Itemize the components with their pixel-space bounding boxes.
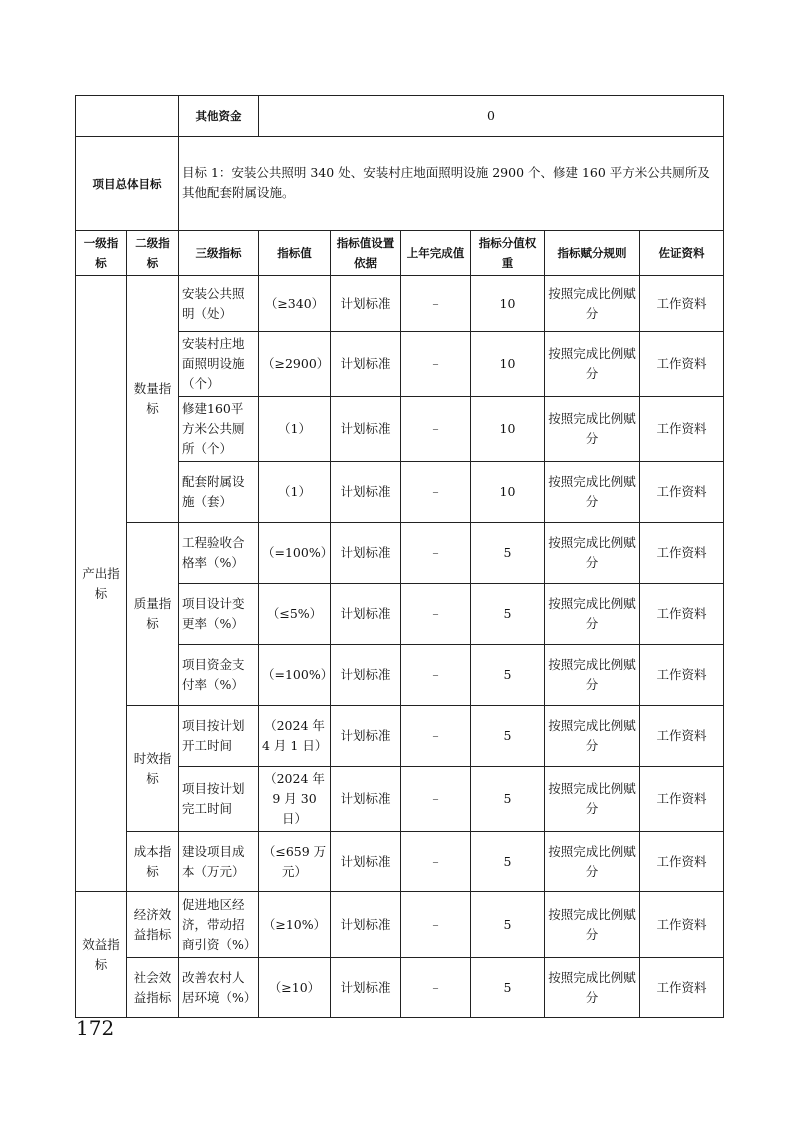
indicator-basis: 计划标准 — [331, 523, 401, 584]
indicator-basis: 计划标准 — [331, 397, 401, 462]
indicator-name: 项目设计变更率（%） — [179, 584, 259, 645]
level2-indicator: 质量指标 — [127, 523, 179, 706]
indicator-weight: 10 — [471, 332, 545, 397]
scoring-rule: 按照完成比例赋分 — [545, 767, 640, 832]
indicator-basis: 计划标准 — [331, 767, 401, 832]
indicator-weight: 5 — [471, 645, 545, 706]
indicator-value: （2024 年 9 月 30 日） — [259, 767, 331, 832]
last-year-value: – — [401, 584, 471, 645]
evidence: 工作资料 — [640, 462, 724, 523]
empty-cell — [76, 96, 179, 137]
indicator-value: （=100%） — [259, 523, 331, 584]
last-year-value: – — [401, 767, 471, 832]
indicator-name: 促进地区经济，带动招商引资（%） — [179, 892, 259, 958]
indicator-value: （1） — [259, 397, 331, 462]
last-year-value: – — [401, 892, 471, 958]
header-cell: 指标值 — [259, 231, 331, 276]
last-year-value: – — [401, 832, 471, 892]
indicator-basis: 计划标准 — [331, 332, 401, 397]
level2-indicator: 经济效益指标 — [127, 892, 179, 958]
table-row — [76, 892, 724, 958]
scoring-rule: 按照完成比例赋分 — [545, 276, 640, 332]
indicator-basis: 计划标准 — [331, 462, 401, 523]
table-row — [76, 523, 724, 584]
scoring-rule: 按照完成比例赋分 — [545, 584, 640, 645]
indicator-basis: 计划标准 — [331, 958, 401, 1018]
level1-indicator: 效益指标 — [76, 892, 127, 1018]
indicator-name: 安装公共照明（处） — [179, 276, 259, 332]
level2-indicator: 社会效益指标 — [127, 958, 179, 1018]
table-row — [76, 706, 724, 767]
indicator-name: 修建160平方米公共厕所（个） — [179, 397, 259, 462]
last-year-value: – — [401, 958, 471, 1018]
scoring-rule: 按照完成比例赋分 — [545, 523, 640, 584]
evidence: 工作资料 — [640, 397, 724, 462]
scoring-rule: 按照完成比例赋分 — [545, 397, 640, 462]
evidence: 工作资料 — [640, 958, 724, 1018]
header-cell: 二级指标 — [127, 231, 179, 276]
indicator-name: 项目资金支付率（%） — [179, 645, 259, 706]
scoring-rule: 按照完成比例赋分 — [545, 332, 640, 397]
indicator-weight: 5 — [471, 767, 545, 832]
evidence: 工作资料 — [640, 276, 724, 332]
scoring-rule: 按照完成比例赋分 — [545, 645, 640, 706]
level2-indicator: 成本指标 — [127, 832, 179, 892]
indicator-name: 项目按计划开工时间 — [179, 706, 259, 767]
evidence: 工作资料 — [640, 523, 724, 584]
table-row — [76, 832, 724, 892]
indicator-weight: 5 — [471, 523, 545, 584]
table-row — [76, 276, 724, 332]
indicator-basis: 计划标准 — [331, 645, 401, 706]
header-cell: 佐证资料 — [640, 231, 724, 276]
indicator-weight: 10 — [471, 462, 545, 523]
scoring-rule: 按照完成比例赋分 — [545, 892, 640, 958]
last-year-value: – — [401, 332, 471, 397]
header-cell: 指标值设置依据 — [331, 231, 401, 276]
indicator-weight: 5 — [471, 706, 545, 767]
scoring-rule: 按照完成比例赋分 — [545, 958, 640, 1018]
indicator-name: 工程验收合格率（%） — [179, 523, 259, 584]
indicator-value: （≤5%） — [259, 584, 331, 645]
page-number: 172 — [76, 1016, 115, 1040]
indicator-basis: 计划标准 — [331, 584, 401, 645]
evidence: 工作资料 — [640, 892, 724, 958]
indicator-value: （≥340） — [259, 276, 331, 332]
indicator-name: 项目按计划完工时间 — [179, 767, 259, 832]
indicator-weight: 5 — [471, 584, 545, 645]
level2-indicator: 时效指标 — [127, 706, 179, 832]
header-cell: 三级指标 — [179, 231, 259, 276]
evidence: 工作资料 — [640, 832, 724, 892]
scoring-rule: 按照完成比例赋分 — [545, 832, 640, 892]
indicator-value: （≤659 万元） — [259, 832, 331, 892]
goal-text: 目标 1：安装公共照明 340 处、安装村庄地面照明设施 2900 个、修建 160 平方米公共厕所及其他配套附属设施。 — [179, 137, 724, 231]
fund-value: 0 — [259, 96, 724, 137]
indicator-basis: 计划标准 — [331, 832, 401, 892]
evidence: 工作资料 — [640, 706, 724, 767]
evidence: 工作资料 — [640, 645, 724, 706]
evidence: 工作资料 — [640, 332, 724, 397]
indicator-value: （≥2900） — [259, 332, 331, 397]
indicator-weight: 5 — [471, 892, 545, 958]
evidence: 工作资料 — [640, 767, 724, 832]
goal-label: 项目总体目标 — [76, 137, 179, 231]
indicator-weight: 5 — [471, 958, 545, 1018]
indicator-value: （=100%） — [259, 645, 331, 706]
indicator-weight: 5 — [471, 832, 545, 892]
evidence: 工作资料 — [640, 584, 724, 645]
last-year-value: – — [401, 276, 471, 332]
indicator-basis: 计划标准 — [331, 892, 401, 958]
last-year-value: – — [401, 645, 471, 706]
indicator-name: 改善农村人居环境（%） — [179, 958, 259, 1018]
indicator-name: 配套附属设施（套） — [179, 462, 259, 523]
header-cell: 一级指标 — [76, 231, 127, 276]
indicator-name: 安装村庄地面照明设施（个） — [179, 332, 259, 397]
indicator-basis: 计划标准 — [331, 276, 401, 332]
indicator-value: （2024 年 4 月 1 日） — [259, 706, 331, 767]
header-cell: 指标赋分规则 — [545, 231, 640, 276]
last-year-value: – — [401, 462, 471, 523]
header-cell: 指标分值权重 — [471, 231, 545, 276]
performance-table — [75, 95, 724, 1018]
indicator-weight: 10 — [471, 397, 545, 462]
scoring-rule: 按照完成比例赋分 — [545, 462, 640, 523]
last-year-value: – — [401, 397, 471, 462]
last-year-value: – — [401, 523, 471, 584]
table-row — [76, 958, 724, 1018]
indicator-value: （≥10%） — [259, 892, 331, 958]
indicator-name: 建设项目成本（万元） — [179, 832, 259, 892]
fund-label: 其他资金 — [179, 96, 259, 137]
indicator-value: （1） — [259, 462, 331, 523]
level2-indicator: 数量指标 — [127, 276, 179, 523]
header-cell: 上年完成值 — [401, 231, 471, 276]
last-year-value: – — [401, 706, 471, 767]
level1-indicator: 产出指标 — [76, 276, 127, 892]
indicator-value: （≥10） — [259, 958, 331, 1018]
indicator-basis: 计划标准 — [331, 706, 401, 767]
scoring-rule: 按照完成比例赋分 — [545, 706, 640, 767]
indicator-weight: 10 — [471, 276, 545, 332]
